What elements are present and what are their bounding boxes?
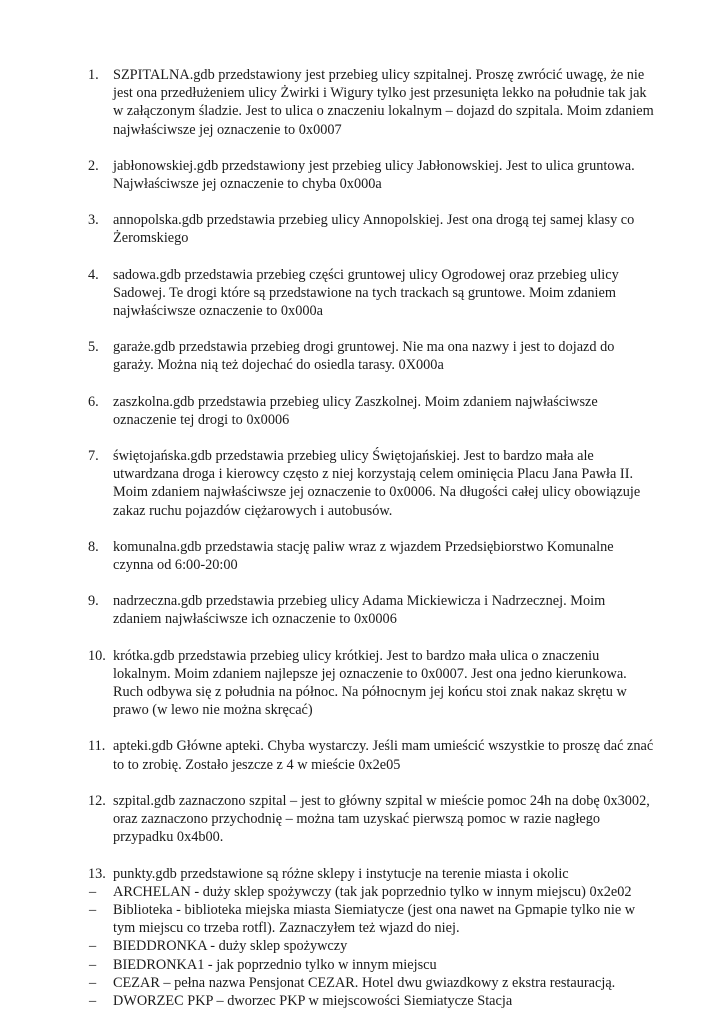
dash-list-item [0,883,656,901]
list-item-text: sadowa.gdb przedstawia przebieg części gruntowej ulicy Ogrodowej oraz przebieg ulicy Sadowej. Te drogi które są przedstawione na tych trackach są gruntowe. Moim zdaniem najwłaściwsze oznaczenie to 0x000a [113,266,619,320]
list-item [0,592,656,628]
list-item [0,157,656,193]
list-item-text: świętojańska.gdb przedstawia przebieg ulicy Świętojańskiej. Jest to bardzo mała ale utwardzana droga i kierowcy często z niej korzystają celem ominięcia Placu Jana Pawła II. Moim zdaniem najwłaściwsze jej oznaczenie to 0x0006. Na długości całej ulicy obowiązuje zakaz ruchu pojazdów ciężarowych i autobusów. [113,448,641,519]
list-number: 5. [88,339,99,356]
dash-marker: – [89,938,97,955]
list-item [0,393,656,429]
list-number: 4. [88,266,99,283]
list-item [0,792,656,847]
list-number: 8. [88,538,99,555]
dash-list-item [0,937,656,955]
list-number: 9. [88,593,99,610]
list-item-text: zaszkolna.gdb przedstawia przebieg ulicy Zaszkolnej. Moim zdaniem najwłaściwsze oznaczenie tej drogi to 0x0006 [113,393,598,428]
list-item-text: apteki.gdb Główne apteki. Chyba wystarczy. Jeśli mam umieścić wszystkie to proszę dać znać to to zrobię. Zostało jeszcze z 4 w mieście 0x2e05 [113,738,654,773]
list-number: 12. [88,792,106,809]
list-number: 13. [88,865,106,882]
dash-marker: – [89,956,97,973]
document-page [0,66,724,1010]
dash-item-text: DWORZEC PKP – dworzec PKP w miejscowości Siemiatycze Stacja [113,992,513,1009]
list-item [0,66,656,139]
list-number: 2. [88,157,99,174]
dash-item-text: CEZAR – pełna nazwa Pensjonat CEZAR. Hotel dwu gwiazdkowy z ekstra restauracją. [113,974,616,991]
dash-item-text: BIEDRONKA1 - jak poprzednio tylko w innym miejscu [113,956,437,973]
list-number: 3. [88,212,99,229]
dash-marker: – [89,992,97,1009]
list-number: 7. [88,448,99,465]
list-item-text: nadrzeczna.gdb przedstawia przebieg ulicy Adama Mickiewicza i Nadrzecznej. Moim zdaniem najwłaściwsze ich oznaczenie to 0x0006 [113,593,606,628]
list-number: 10. [88,647,106,664]
dash-list-item [0,992,656,1010]
dash-item-text: BIEDDRONKA - duży sklep spożywczy [113,938,348,955]
list-number: 6. [88,393,99,410]
dash-list-item [0,956,656,974]
list-item-text: komunalna.gdb przedstawia stację paliw wraz z wjazdem Przedsiębiorstwo Komunalne czynna od 6:00-20:00 [113,538,614,574]
dash-list [0,883,724,1010]
list-item-text: SZPITALNA.gdb przedstawiony jest przebieg ulicy szpitalnej. Proszę zwrócić uwagę, że nie jest ona przedłużeniem ulicy Żwirki i Wigury tylko jest przesunięta lekko na południe tak jak w załączonym śladzie. Jest to ulica o znaczeniu lokalnym – dojazd do szpitala. Moim zdaniem najwłaściwsze jej oznaczenie to 0x0007 [113,67,654,138]
dash-list-item [0,974,656,992]
list-item-text: szpital.gdb zaznaczono szpital – jest to główny szpital w mieście pomoc 24h na dobę 0x3002, oraz zaznaczono przychodnię – można tam uzyskać pierwszą pomoc w razie nagłego przypadku 0x4b00. [113,792,650,846]
list-item [0,338,656,374]
list-item [0,647,656,720]
list-number: 11. [88,738,106,755]
list-item-text: punkty.gdb przedstawione są różne sklepy i instytucje na terenie miasta i okolic [113,865,569,882]
numbered-list [0,66,724,883]
list-item-text: annopolska.gdb przedstawia przebieg ulicy Annopolskiej. Jest ona drogą tej samej klasy co Żeromskiego [113,212,635,247]
list-item-text: garaże.gdb przedstawia przebieg drogi gruntowej. Nie ma ona nazwy i jest to dojazd do garaży. Można nią też dojechać do osiedla tarasy. 0X000a [113,339,615,374]
list-item-text: jabłonowskiej.gdb przedstawiony jest przebieg ulicy Jabłonowskiej. Jest to ulica gruntowa. Najwłaściwsze jej oznaczenie to chyba 0x000a [113,157,635,193]
dash-list-item [0,901,656,937]
dash-item-text: Biblioteka - biblioteka miejska miasta Siemiatycze (jest ona nawet na Gpmapie tylko nie w tym miejscu co trzeba rotfl). Zaznaczyłem też wjazd do niej. [113,901,636,937]
list-item [0,211,656,247]
dash-marker: – [89,883,97,900]
list-item [0,737,656,773]
list-item [0,538,656,574]
list-number: 1. [88,67,99,83]
list-item [0,447,656,520]
dash-marker: – [89,901,97,918]
dash-marker: – [89,974,97,991]
list-item-text: krótka.gdb przedstawia przebieg ulicy krótkiej. Jest to bardzo mała ulica o znaczeniu lokalnym. Moim zdaniem najlepsze jej oznaczenie to 0x0007. Jest ona jedno kierunkowa. Ruch odbywa się z południa na północ. Na północnym jej końcu stoi znak nakaz skrętu w prawo (w lewo nie można skręcać) [113,647,627,719]
list-item [0,865,656,883]
dash-item-text: ARCHELAN - duży sklep spożywczy (tak jak poprzednio tylko w innym miejscu) 0x2e02 [113,883,632,900]
list-item [0,266,656,321]
